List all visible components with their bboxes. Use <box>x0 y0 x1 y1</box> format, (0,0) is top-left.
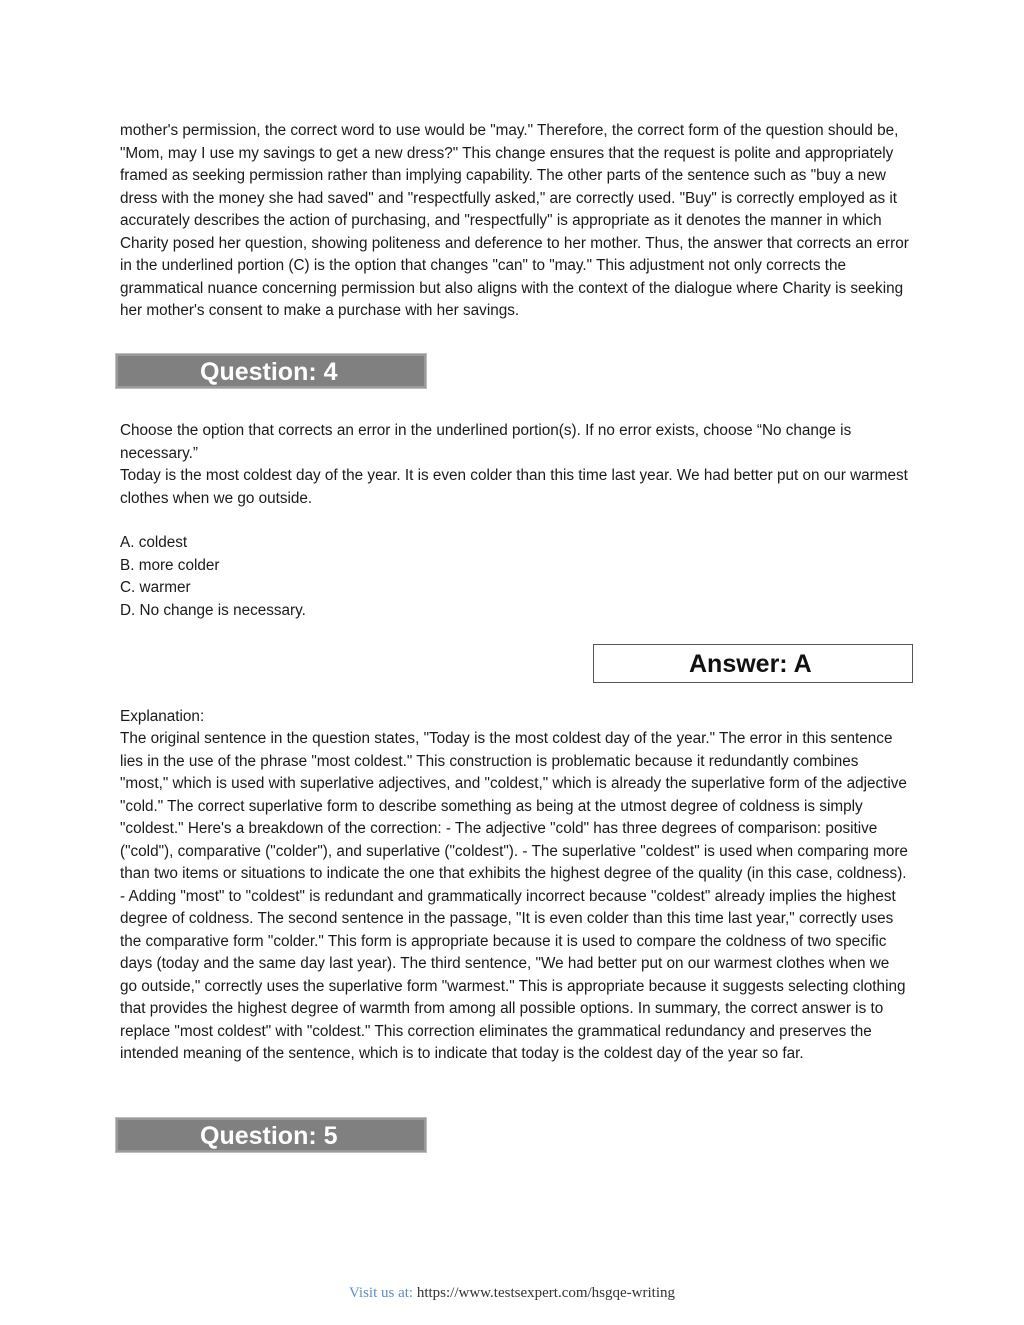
question-4-passage: Today is the most coldest day of the year. It is even colder than this time last year. We had better put on our warmest clothes when we go outside. <box>120 467 908 507</box>
question-5-header <box>115 1117 427 1153</box>
option-c: C. warmer <box>120 579 191 596</box>
footer-url-link[interactable]: https://www.testsexpert.com/hsgqe-writing <box>416 1285 676 1301</box>
question-4-header <box>115 353 427 389</box>
answer-text: Answer: A <box>689 650 812 678</box>
option-a: A. coldest <box>120 534 188 551</box>
option-b: B. more colder <box>120 556 220 574</box>
footer-label: Visit us at: <box>348 1285 414 1301</box>
question-4-heading: Question: 4 <box>200 358 338 386</box>
explanation-label: Explanation: <box>120 708 205 725</box>
question-5-heading: Question: 5 <box>200 1122 338 1150</box>
option-d: D. No change is necessary. <box>120 601 306 619</box>
intro-paragraph: mother's permission, the correct word to use would be "may." Therefore, the correct form of the question should be, "Mom, may I use my savings to get a new dress?" This change ensures that the request is polite and appropriately framed as seeking permission rather than implying capability. The other parts of the sentence such as "buy a new dress with the money she had saved" and "respectfully asked," are correctly used. "Buy" is correctly employed as it accurately describes the action of purchasing, and "respectfully" is appropriate as it denotes the manner in which Charity posed her question, showing politeness and deference to her mother. Thus, the answer that corrects an error in the underlined portion (C) is the option that changes "can" to "may." This adjustment not only corrects the grammatical nuance concerning permission but also aligns with the context of the dialogue where Charity is seeking her mother's consent to make a purchase with her savings. <box>120 122 909 319</box>
answer-box <box>593 644 913 683</box>
question-4-options <box>120 532 910 622</box>
footer <box>0 1285 1024 1302</box>
explanation-text: The original sentence in the question states, "Today is the most coldest day of the year." The error in this sentence lies in the use of the phrase "most coldest." This construction is problematic because it redundantly combines "most," which is used with superlative adjectives, and "coldest," which is already the superlative form of the adjective "cold." The correct superlative form to describe something as being at the utmost degree of coldness is simply "coldest." Here's a breakdown of the correction: - The adjective "cold" has three degrees of comparison: positive ("cold"), comparative ("colder"), and superlative ("coldest"). - The superlative "coldest" is used when comparing more than two items or situations to indicate the one that exhibits the highest degree of the quality (in this case, coldness). - Adding "most" to "coldest" is redundant and grammatically incorrect because "coldest" already implies the highest degree of coldness. The second sentence in the passage, "It is even colder than this time last year," correctly uses the comparative form "colder." This form is appropriate because it is used to compare the coldness of two specific days (today and the same day last year). The third sentence, "We had better put on our warmest clothes when we go outside," correctly uses the superlative form "warmest." This is appropriate because it suggests selecting clothing that provides the highest degree of warmth from among all possible options. In summary, the correct answer is to replace "most coldest" with "coldest." This correction eliminates the grammatical redundancy and preserves the intended meaning of the sentence, which is to indicate that today is the coldest day of the year so far. <box>120 730 908 1062</box>
question-4-instruction: Choose the option that corrects an error in the underlined portion(s). If no error exists, choose “No change is necessary.” <box>120 422 852 462</box>
